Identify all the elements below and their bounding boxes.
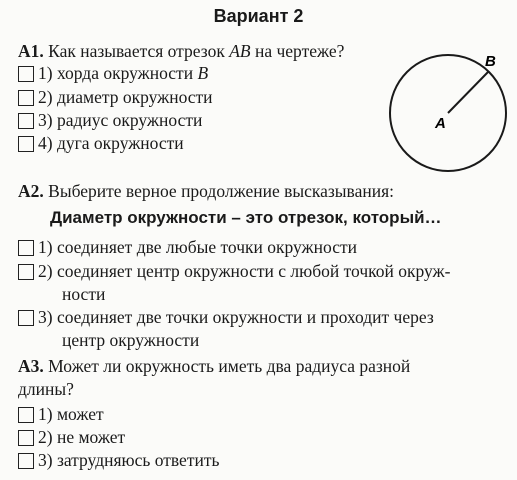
circle-figure [385,50,515,180]
a2-option-3[interactable] [18,306,434,329]
question-a2 [18,180,394,202]
checkbox[interactable] [18,136,34,152]
segment-ab [448,72,488,113]
option-label: 4) дуга окружности [38,133,184,153]
a2-option-2[interactable] [18,260,450,283]
option-label: 3) затрудняюсь ответить [38,450,220,470]
question-a3 [18,355,410,377]
question-a1-text: Как называется отрезок [48,41,225,61]
a1-option-4[interactable] [18,132,184,155]
option-label: 2) диаметр окружности [38,87,213,107]
a1-option-3[interactable] [18,109,202,132]
label-b: B [485,53,496,70]
a2-option-3-continuation: центр окружности [62,330,200,350]
checkbox[interactable] [18,264,34,280]
option-label: 2) не может [38,427,126,447]
a2-option-2-continuation: ности [62,284,106,304]
a1-option-2[interactable] [18,86,213,109]
checkbox[interactable] [18,90,34,106]
a1-option-1[interactable] [18,62,208,85]
question-a3-text: Может ли окружность иметь два радиуса разной [48,356,411,376]
checkbox[interactable] [18,240,34,256]
a3-option-3[interactable] [18,449,219,472]
question-a2-number: А2. [18,181,44,201]
option-label: 3) соединяет две точки окружности и проходит через [38,307,434,327]
option-label: 1) хорда окружности [38,63,198,83]
question-a1-number: А1. [18,41,44,61]
a2-option-1[interactable] [18,236,357,259]
question-a1 [18,40,344,62]
checkbox[interactable] [18,453,34,469]
option-label: 2) соединяет центр окружности с любой точкой окруж- [38,261,451,281]
a3-option-1[interactable] [18,403,104,426]
question-a2-stem: Диаметр окружности – это отрезок, который… [50,208,442,227]
checkbox[interactable] [18,66,34,82]
question-a2-text: Выберите верное продолжение высказывания: [48,181,394,201]
a3-option-2[interactable] [18,426,125,449]
question-a3-number: А3. [18,356,44,376]
question-a3-text-line2: длины? [18,379,74,399]
checkbox[interactable] [18,113,34,129]
option-label: 3) радиус окружности [38,110,203,130]
checkbox[interactable] [18,310,34,326]
question-a1-segment: AB [229,41,251,61]
checkbox[interactable] [18,407,34,423]
variant-title: Вариант 2 [213,6,304,26]
label-a: A [435,115,446,132]
option-label: 1) соединяет две любые точки окружности [38,237,357,257]
checkbox[interactable] [18,430,34,446]
option-label-var: B [197,63,209,83]
option-label: 1) может [38,404,104,424]
question-a1-text-end: на чертеже? [254,41,345,61]
